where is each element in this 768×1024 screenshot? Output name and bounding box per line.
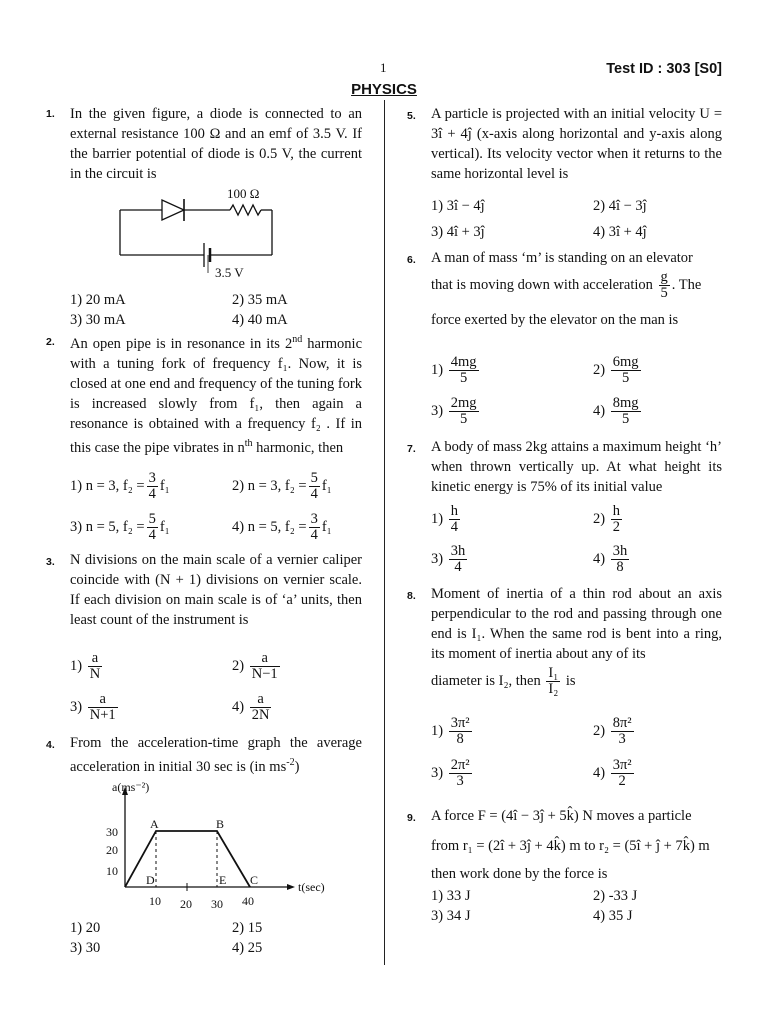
option: 1) 33 J bbox=[431, 888, 471, 904]
question-number: 1. bbox=[46, 108, 55, 120]
option: 3) 30 bbox=[70, 940, 101, 956]
option: 1) 3î − 4ĵ bbox=[431, 198, 485, 214]
option: 2) 4î − 3ĵ bbox=[593, 198, 647, 214]
question-number: 9. bbox=[407, 812, 416, 824]
velocity-vector: U = 3î + 4ĵ bbox=[431, 106, 722, 142]
question-number: 8. bbox=[407, 590, 416, 602]
x-axis-label: t(sec) bbox=[298, 880, 325, 894]
question-number: 3. bbox=[46, 556, 55, 568]
battery-label: 3.5 V bbox=[215, 265, 244, 280]
question-number: 4. bbox=[46, 739, 55, 751]
position-vector-r2: r₂ = (5î + ĵ + 7k̂) m bbox=[599, 838, 710, 854]
option: 3) 34 J bbox=[431, 908, 471, 924]
position-vector-r1: r₁ = (2î + 3ĵ + 4k̂) m bbox=[462, 838, 581, 854]
option: 4) $\frac{8mg}{5}$ bbox=[593, 395, 639, 427]
option: 2) 15 bbox=[232, 920, 263, 936]
option: 2) 35 mA bbox=[232, 292, 288, 308]
x-tick: 30 bbox=[211, 897, 223, 911]
option: 2) -33 J bbox=[593, 888, 638, 904]
option: 3) 30 mA bbox=[70, 312, 126, 328]
option: 1) 20 bbox=[70, 920, 101, 936]
option: 4) 40 mA bbox=[232, 312, 288, 328]
graph-line bbox=[125, 831, 250, 887]
option: 4) $\frac{a}{2N}$ bbox=[232, 691, 270, 723]
option: 4) $\frac{3h}{8}$ bbox=[593, 543, 628, 575]
option: 4) n = 5, f₂ = $\frac{3}{4}$ f₁ bbox=[232, 511, 332, 543]
option: 3) $\frac{\text{2π²}}{3}$ bbox=[431, 757, 470, 789]
option: 1) 20 mA bbox=[70, 292, 126, 308]
question-number: 2. bbox=[46, 336, 55, 348]
option: 1) $\frac{\text{3π²}}{8}$ bbox=[431, 715, 470, 747]
question-text: Moment of inertia of a thin rod about an axis perpendicular to the rod and passing through one end is I₁. When the same rod is bent into a ring, its moment of inertia about any of its bbox=[431, 586, 722, 662]
point-label: C bbox=[250, 873, 259, 887]
question-text: that is moving down with acceleration $\frac{g}{5}$ . The bbox=[431, 269, 702, 301]
question-text: N divisions on the main scale of a vernier caliper coincide with (N + 1) divisions on vernier scale. If each division on main scale is of ‘a’ units, then least count of the instrument is bbox=[70, 552, 362, 628]
option: 3) $\frac{a}{N+1}$ bbox=[70, 691, 116, 723]
option: 3) n = 5, f₂ = $\frac{5}{4}$ f₁ bbox=[70, 511, 170, 543]
x-tick: 40 bbox=[242, 894, 254, 908]
point-label: D bbox=[146, 873, 155, 887]
point-label: B bbox=[216, 817, 225, 831]
question-text: diameter is I₂, then $\frac{\text{I₁}}{\text{I₂}}$ is bbox=[431, 665, 576, 697]
resistor-symbol bbox=[230, 205, 261, 215]
y-tick: 20 bbox=[106, 843, 118, 857]
option: 2) $\frac{6mg}{5}$ bbox=[593, 354, 639, 386]
option: 4) 3î + 4ĵ bbox=[593, 224, 647, 240]
option: 4) $\frac{\text{3π²}}{2}$ bbox=[593, 757, 632, 789]
option: 2) $\frac{a}{N-1}$ bbox=[232, 650, 278, 682]
y-tick: 30 bbox=[106, 825, 118, 839]
question-text: then work done by the force is bbox=[431, 866, 608, 882]
page-number: 1 bbox=[380, 60, 387, 75]
question-number: 5. bbox=[407, 110, 416, 122]
option: 1) $\frac{a}{N}$ bbox=[70, 650, 101, 682]
question-text: A force F = (4î − 3ĵ + 5k̂) N moves a particle bbox=[431, 808, 692, 824]
y-tick: 10 bbox=[106, 864, 118, 878]
column-divider bbox=[384, 100, 385, 965]
x-tick: 20 bbox=[180, 897, 192, 911]
test-id: Test ID : 303 [S0] bbox=[606, 61, 722, 77]
y-axis-label: a(ms⁻²) bbox=[112, 780, 150, 794]
option: 1) $\frac{h}{4}$ bbox=[431, 503, 458, 535]
question-text: from r₁ = (2î + 3ĵ + 4k̂) m to r₂ = (5î + ĵ + 7k̂) m bbox=[431, 838, 710, 854]
force-vector: F = (4î − 3ĵ + 5k̂) N bbox=[477, 808, 593, 824]
question-text: A particle is projected with an initial velocity U = 3î + 4ĵ (x-axis along horizontal and y-axis along vertical). Its velocity vector when it returns to the same horizontal level is bbox=[431, 106, 723, 182]
option: 2) $\frac{\text{8π²}}{3}$ bbox=[593, 715, 632, 747]
question-text: In the given figure, a diode is connected to an external resistance 100 Ω and an emf of 3.5 V. If the barrier potential of diode is 0.5 V, the current in the circuit is bbox=[70, 106, 362, 182]
option: 4) 35 J bbox=[593, 908, 633, 924]
diode-symbol bbox=[162, 200, 184, 220]
option: 3) $\frac{2mg}{5}$ bbox=[431, 395, 477, 427]
question-text: A body of mass 2kg attains a maximum height ‘h’ when thrown vertically up. At what height its kinetic energy is 75% of its initial value bbox=[431, 439, 722, 495]
question-text: A man of mass ‘m’ is standing on an elevator bbox=[431, 250, 693, 266]
question-number: 6. bbox=[407, 254, 416, 266]
option: 4) 25 bbox=[232, 940, 263, 956]
option: 3) 4î + 3ĵ bbox=[431, 224, 485, 240]
question-text: An open pipe is in resonance in its 2nd harmonic with a tuning fork of frequency f₁. Now, it is closed at one end and frequency of the tuning fork is increased slowly from f₁, then again a resonance is obtained with a frequency f₂ . If in this case the pipe vibrates in $n^{th}$ harmonic, then bbox=[70, 334, 363, 456]
question-text: force exerted by the elevator on the man is bbox=[431, 312, 679, 328]
point-label: A bbox=[150, 817, 159, 831]
point-label: E bbox=[219, 873, 227, 887]
subject-title: PHYSICS bbox=[351, 81, 417, 98]
option: 3) $\frac{3h}{4}$ bbox=[431, 543, 466, 575]
option: 2) n = 3, f₂ = $\frac{5}{4}$ f₁ bbox=[232, 470, 332, 502]
resistor-label: 100 Ω bbox=[227, 186, 260, 201]
question-text: From the acceleration-time graph the average acceleration in initial 30 sec is (in $ms^{-2}$) bbox=[70, 735, 362, 775]
option: 2) $\frac{h}{2}$ bbox=[593, 503, 620, 535]
x-tick: 10 bbox=[149, 894, 161, 908]
option: 1) n = 3, f₂ = $\frac{3}{4}$ f₁ bbox=[70, 470, 170, 502]
question-number: 7. bbox=[407, 443, 416, 455]
option: 1) $\frac{4mg}{5}$ bbox=[431, 354, 477, 386]
